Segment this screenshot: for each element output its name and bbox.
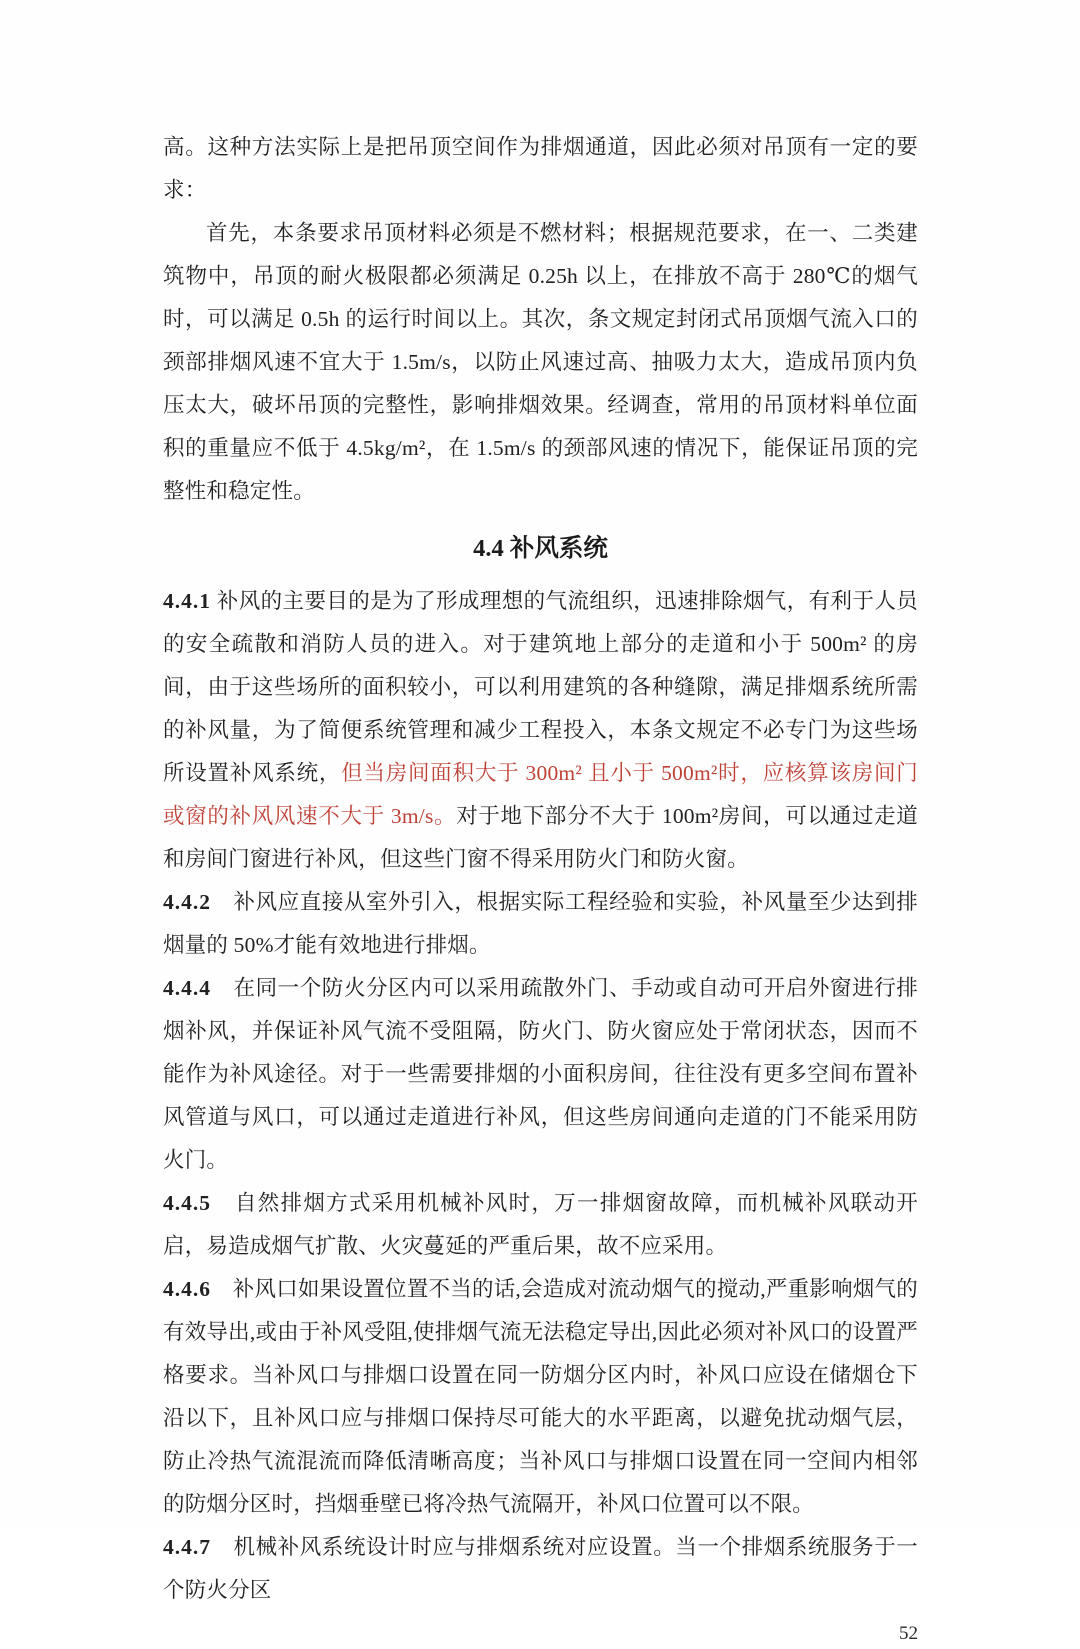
- clause-number-4-4-7: 4.4.7: [163, 1535, 211, 1559]
- clause-4-4-5-text: 自然排烟方式采用机械补风时，万一排烟窗故障，而机械补风联动开启，易造成烟气扩散、火灾蔓延的严重后果，故不应采用。: [163, 1191, 918, 1258]
- clause-4-4-2-text: 补风应直接从室外引入，根据实际工程经验和实验，补风量至少达到排烟量的 50%才能有效地进行排烟。: [163, 890, 918, 957]
- document-content: [163, 126, 918, 1649]
- clause-number-4-4-5: 4.4.5: [163, 1191, 211, 1215]
- paragraph-ceiling-requirements: 首先，本条要求吊顶材料必须是不燃材料；根据规范要求，在一、二类建筑物中，吊顶的耐火极限都必须满足 0.25h 以上，在排放不高于 280℃的烟气时，可以满足 0.5h 的运行时间以上。其次，条文规定封闭式吊顶烟气流入口的颈部排烟风速不宜大于 1.5m/s，以防止风速过高、抽吸力太大，造成吊顶内负压太大，破坏吊顶的完整性，影响排烟效果。经调查，常用的吊顶材料单位面积的重量应不低于 4.5kg/m²，在 1.5m/s 的颈部风速的情况下，能保证吊顶的完整性和稳定性。: [163, 221, 918, 503]
- clause-4-4-2: [163, 881, 918, 967]
- clause-4-4-4: [163, 967, 918, 1182]
- paragraph-continuation-from-previous-page: 高。这种方法实际上是把吊顶空间作为排烟通道，因此必须对吊顶有一定的要求：: [163, 135, 918, 202]
- clause-4-4-6-text: 补风口如果设置位置不当的话,会造成对流动烟气的搅动,严重影响烟气的有效导出,或由于补风受阻,使排烟气流无法稳定导出,因此必须对补风口的设置严格要求。当补风口与排烟口设置在同一防烟分区内时，补风口应设在储烟仓下沿以下，且补风口应与排烟口保持尽可能大的水平距离，以避免扰动烟气层，防止冷热气流混流而降低清晰高度；当补风口与排烟口设置在同一空间内相邻的防烟分区时，挡烟垂壁已将冷热气流隔开，补风口位置可以不限。: [163, 1277, 918, 1516]
- section-heading-4-4: 4.4 补风系统: [473, 535, 608, 562]
- page-number: 52: [899, 1623, 918, 1644]
- clause-4-4-1-text: 补风的主要目的是为了形成理想的气流组织，迅速排除烟气，有利于人员的安全疏散和消防人员的进入。对于建筑地上部分的走道和小于 500m² 的房间，由于这些场所的面积较小，可以利用建筑的各种缝隙，满足排烟系统所需的补风量，为了简便系统管理和减少工程投入，本条文规定不必专门为这些场所设置补风系统，: [163, 589, 918, 785]
- clause-4-4-5: [163, 1182, 918, 1268]
- clause-number-4-4-1: 4.4.1: [163, 589, 211, 613]
- clause-number-4-4-6: 4.4.6: [163, 1277, 211, 1301]
- clause-4-4-1-red-highlight: 但当房间面积大于 300m² 且小于 500m²时，应核算该房间门或窗的补风风速不大于 3m/s。: [163, 761, 918, 828]
- clause-4-4-7-text: 机械补风系统设计时应与排烟系统对应设置。当一个排烟系统服务于一个防火分区: [163, 1535, 918, 1602]
- clause-4-4-1-text-after: 对于地下部分不大于 100m²房间，可以通过走道和房间门窗进行补风，但这些门窗不得采用防火门和防火窗。: [163, 804, 918, 871]
- clause-4-4-1: [163, 580, 918, 881]
- clause-number-4-4-2: 4.4.2: [163, 890, 211, 914]
- clause-4-4-6: [163, 1268, 918, 1526]
- clause-4-4-4-text: 在同一个防火分区内可以采用疏散外门、手动或自动可开启外窗进行排烟补风，并保证补风气流不受阻隔，防火门、防火窗应处于常闭状态，因而不能作为补风途径。对于一些需要排烟的小面积房间，往往没有更多空间布置补风管道与风口，可以通过走道进行补风，但这些房间通向走道的门不能采用防火门。: [163, 976, 918, 1172]
- clause-4-4-7: [163, 1526, 918, 1612]
- clause-number-4-4-4: 4.4.4: [163, 976, 211, 1000]
